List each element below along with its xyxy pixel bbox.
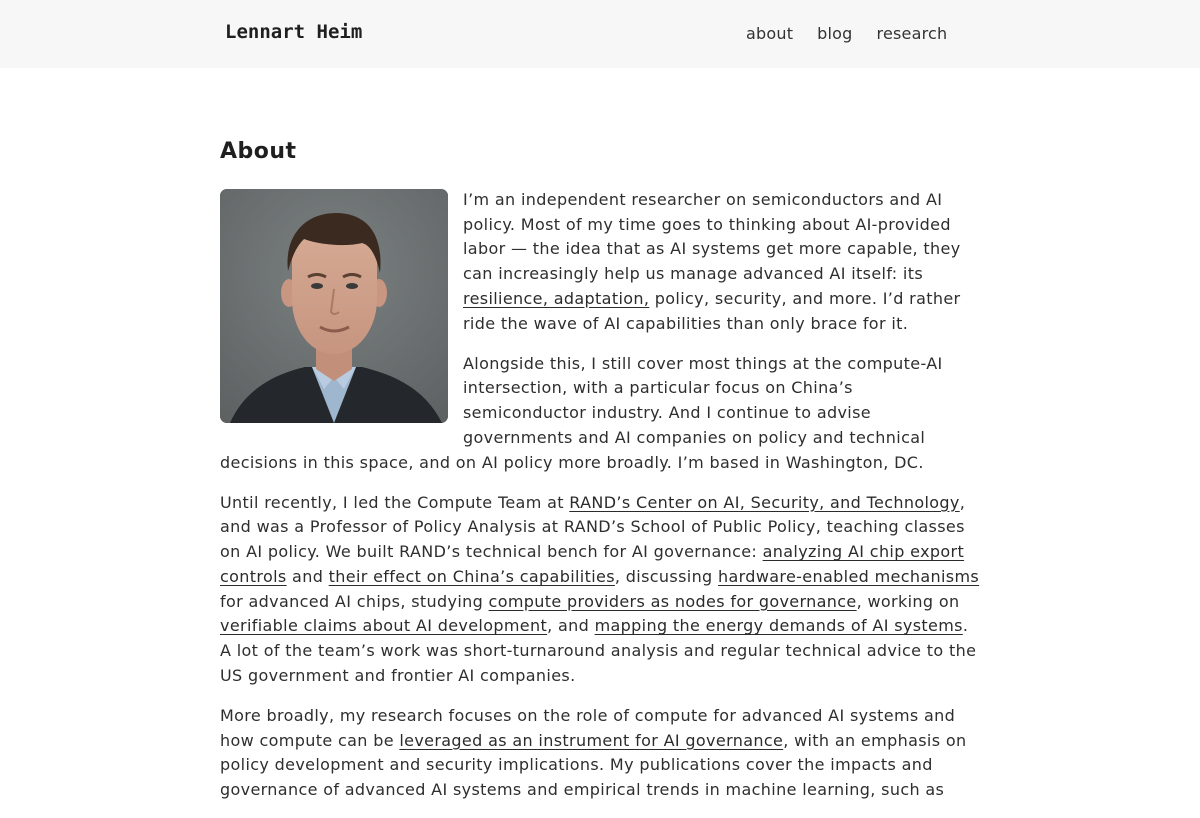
rand-paragraph: Until recently, I led the Compute Team at RAND’s Center on AI, Security, and Technology, and was a Professor of Policy Analysis at RAND’s School of Public Policy, teaching classes on AI policy. We built RAND’s technical bench for AI governance: analyzing AI chip export controls and their effect on China’s capabilities, discussing hardware-enabled mechanisms for advanced AI chips, studying compute providers as nodes for governance, working on verifiable claims about AI development, and mapping the energy demands of AI systems. A lot of the team’s work was short-turnaround analysis and regular technical advice to the US government and frontier AI companies. xyxy=(220,492,980,685)
page-title: About xyxy=(220,139,297,164)
rand-center-link[interactable]: RAND’s Center on AI, Security, and Technology xyxy=(569,492,960,512)
site-header xyxy=(0,0,1200,68)
hardware-mechanisms-link[interactable]: hardware-enabled mechanisms xyxy=(718,566,980,586)
energy-demands-link[interactable]: mapping the energy demands of AI systems xyxy=(594,616,963,636)
nav-about[interactable]: about xyxy=(746,24,794,43)
compute-providers-link[interactable]: compute providers as nodes for governance xyxy=(488,591,857,611)
main-nav xyxy=(746,24,971,43)
profile-photo xyxy=(220,189,448,423)
nav-research[interactable]: research xyxy=(876,24,948,43)
nav-blog[interactable]: blog xyxy=(817,24,853,43)
china-capabilities-link[interactable]: their effect on China’s capabilities xyxy=(328,566,615,586)
intro-paragraph: I’m an independent researcher on semiconductors and AI policy. Most of my time goes to thinking about AI-provided labor — the idea that as AI systems get more capable, they can increasingly help us manage advanced AI itself: its resilience, adaptation, policy, security, and more. I’d rather ride the wave of AI capabilities than only brace for it. xyxy=(463,190,961,333)
resilience-adaptation-link[interactable]: resilience, adaptation, xyxy=(463,288,650,308)
verifiable-claims-link[interactable]: verifiable claims about AI development xyxy=(220,616,548,636)
site-brand-link[interactable]: Lennart Heim xyxy=(225,21,363,43)
about-content xyxy=(220,138,980,818)
export-controls-link[interactable]: analyzing AI chip export controls xyxy=(220,542,965,586)
ai-governance-instrument-link[interactable]: leveraged as an instrument for AI governance xyxy=(399,730,784,750)
focus-paragraph: Alongside this, I still cover most things at the compute-AI intersection, with a particular focus on China’s semiconductor industry. And I continue to advise governments and AI companies on policy and technical decisions in this space, and on AI policy more broadly. I’m based in Washington, DC. xyxy=(220,353,943,472)
research-paragraph: More broadly, my research focuses on the role of compute for advanced AI systems and how compute can be leveraged as an instrument for AI governance, with an emphasis on policy development and security implications. My publications cover the impacts and governance of advanced AI systems and empirical trends in machine learning, such as xyxy=(220,705,967,799)
